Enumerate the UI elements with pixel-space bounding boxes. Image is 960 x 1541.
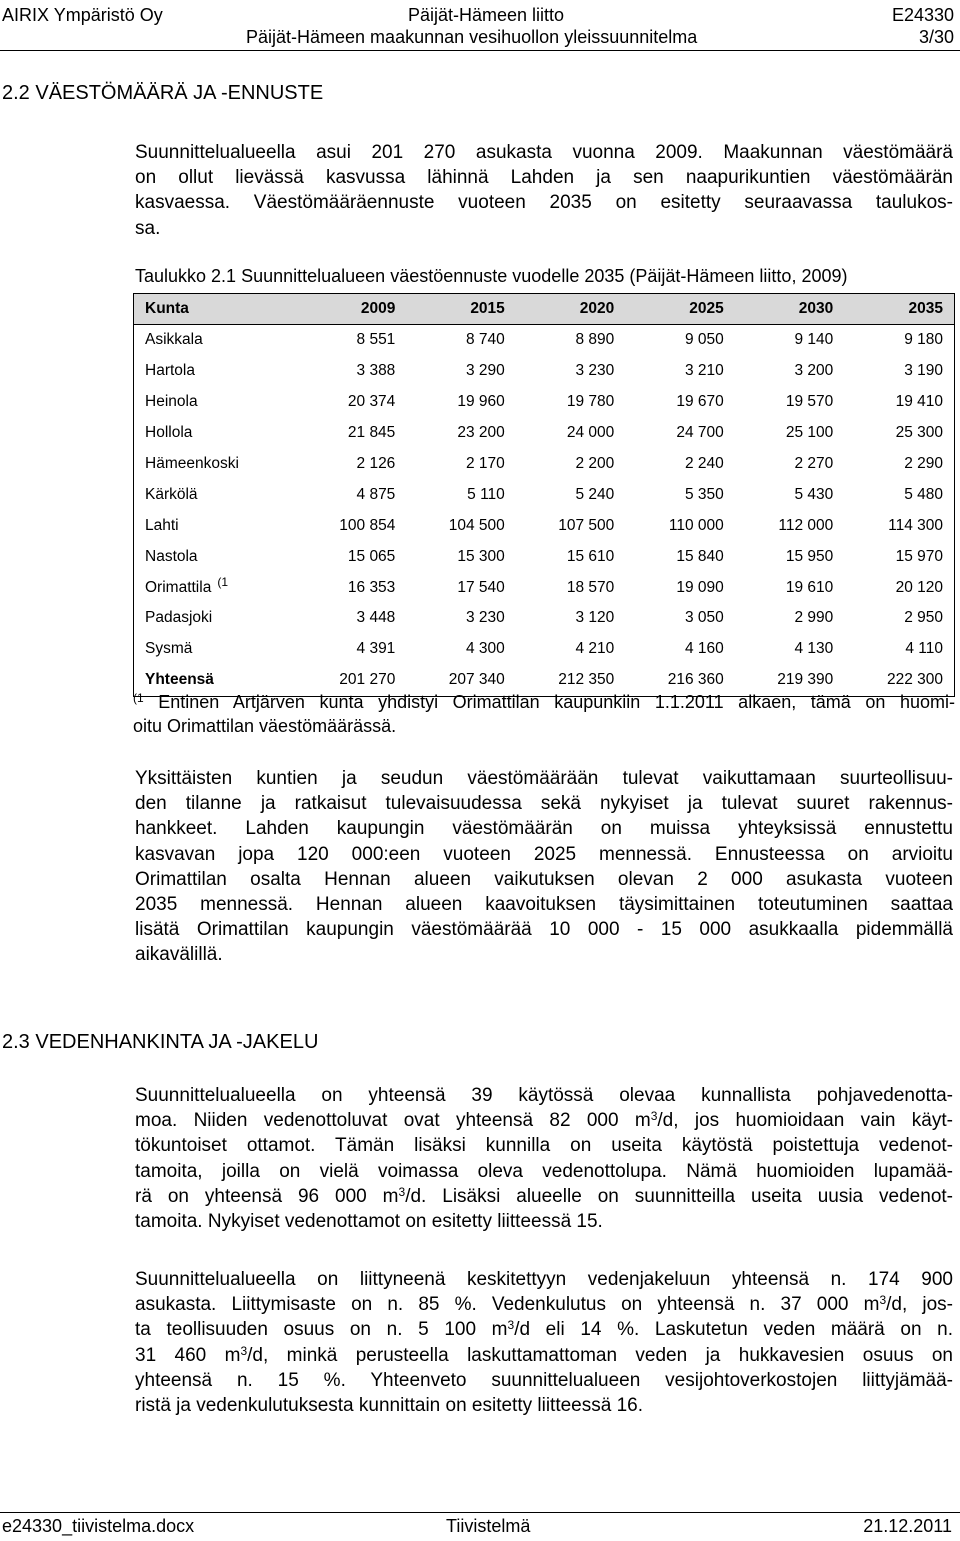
population-forecast-table bbox=[133, 293, 955, 697]
population-value-cell: 4 130 bbox=[794, 640, 834, 658]
paragraph-line: ta teollisuuden osuus on n. 5 100 $m^3/d$ eli 14 %. Laskutetun veden määrä on n. bbox=[135, 1318, 954, 1341]
paragraph-line: 2035 mennessä. Hennan alueen kaavoituksen täysimittainen toteutuminen saattaa bbox=[135, 894, 953, 916]
header-project-number: E24330 bbox=[891, 5, 954, 25]
header-page-number: 3/30 bbox=[918, 27, 954, 47]
municipality-cell: Padasjoki bbox=[145, 609, 213, 627]
table-row bbox=[134, 541, 955, 572]
footer-date: 21.12.2011 bbox=[863, 1516, 952, 1536]
population-value-cell: 2 200 bbox=[575, 455, 615, 472]
population-value-cell: 3 120 bbox=[575, 609, 615, 627]
population-value-cell: 3 050 bbox=[684, 609, 724, 627]
paragraph-line: tökuntoiset ottamot. Tämän lisäksi kunnilla on useita käytöstä poistettuja vedenot- bbox=[135, 1135, 953, 1157]
footnote-mark: (1 bbox=[133, 691, 144, 705]
population-value-cell: 24 700 bbox=[676, 424, 724, 442]
population-value-cell: 18 570 bbox=[566, 578, 615, 596]
paragraph-line: aikavälillä. bbox=[135, 944, 223, 966]
paragraph-population-drivers bbox=[135, 766, 953, 968]
population-value-cell: 104 500 bbox=[448, 516, 505, 534]
population-value-cell: 114 300 bbox=[888, 516, 943, 534]
paragraph-line: 31 460 $m^3/d$, minkä perusteella laskuttamattoman veden ja hukkavesien osuus on bbox=[135, 1343, 953, 1366]
header-client: Päijät-Hämeen liitto bbox=[408, 5, 565, 25]
population-value-cell: 110 000 bbox=[668, 516, 724, 534]
population-value-cell: 24 000 bbox=[566, 424, 615, 442]
footnote-reference: (1 bbox=[217, 574, 228, 589]
paragraph-line: tamoita. Nykyiset vedenottamot on esitetty liitteessä 15. bbox=[135, 1211, 603, 1233]
population-value-cell: 2 170 bbox=[466, 455, 505, 472]
municipality-cell: Hämeenkoski bbox=[145, 455, 239, 472]
footer-rule bbox=[0, 1512, 960, 1513]
column-header: 2009 bbox=[297, 294, 406, 325]
population-value-cell: 112 000 bbox=[778, 516, 834, 534]
population-value-cell: 4 391 bbox=[356, 640, 396, 658]
header-company: AIRIX Ympäristö Oy bbox=[2, 5, 163, 25]
population-value-cell: 20 374 bbox=[347, 393, 396, 411]
table-row bbox=[134, 387, 955, 418]
paragraph-line: kasvavan jopa 120 000:een vuoteen 2025 mennessä. Ennusteessa on arvioitu bbox=[135, 843, 953, 865]
population-value-cell: 9 050 bbox=[684, 331, 724, 349]
population-value-cell: 4 875 bbox=[356, 485, 396, 503]
paragraph-line: rä on yhteensä 96 000 $m^3/d$. Lisäksi alueelle on suunnitteilla useita uusia vedenot- bbox=[135, 1184, 953, 1207]
header-rule bbox=[0, 50, 960, 51]
intro-line: Suunnittelualueella asui 201 270 asukasta vuonna 2009. Maakunnan väestömäärä bbox=[135, 142, 953, 163]
population-value-cell: 15 300 bbox=[457, 547, 505, 565]
population-value-cell: 3 230 bbox=[575, 362, 615, 380]
population-value-cell: 19 780 bbox=[566, 393, 615, 411]
table-row bbox=[134, 449, 955, 480]
table-footnote bbox=[133, 690, 955, 738]
footer-document-type: Tiivistelmä bbox=[446, 1516, 531, 1536]
population-value-cell: 3 210 bbox=[684, 362, 724, 380]
population-value-cell: 25 300 bbox=[895, 424, 943, 442]
population-value-cell: 2 950 bbox=[904, 609, 943, 627]
table-row bbox=[134, 603, 955, 634]
population-value-cell: 3 230 bbox=[466, 609, 505, 627]
population-value-cell: 9 140 bbox=[794, 331, 834, 349]
population-value-cell: 19 670 bbox=[676, 393, 724, 411]
population-value-cell: 15 950 bbox=[785, 547, 834, 565]
population-value-cell: 2 240 bbox=[684, 455, 724, 472]
population-value-cell: 23 200 bbox=[457, 424, 505, 442]
section-heading-water-supply: 2.3 VEDENHANKINTA JA -JAKELU bbox=[2, 1031, 319, 1053]
population-value-cell: 3 190 bbox=[904, 362, 943, 380]
total-label-cell: Yhteensä bbox=[134, 665, 297, 696]
municipality-cell: Asikkala bbox=[145, 331, 203, 349]
total-value-cell: 222 300 bbox=[844, 665, 954, 696]
population-value-cell: 107 500 bbox=[558, 516, 615, 534]
population-value-cell: 25 100 bbox=[785, 424, 834, 442]
population-value-cell: 5 480 bbox=[904, 485, 943, 503]
population-value-cell: 2 270 bbox=[794, 455, 834, 472]
population-value-cell: 5 350 bbox=[684, 485, 724, 503]
population-value-cell: 17 540 bbox=[457, 578, 505, 596]
population-value-cell: 15 065 bbox=[347, 547, 396, 565]
population-value-cell: 5 110 bbox=[467, 485, 505, 503]
total-value-cell: 219 390 bbox=[735, 665, 844, 696]
municipality-cell: Orimattila $^{(1}$ bbox=[145, 574, 228, 596]
population-value-cell: 20 120 bbox=[895, 578, 943, 596]
population-value-cell: 8 551 bbox=[356, 331, 396, 349]
municipality-cell: Hollola bbox=[145, 424, 193, 442]
population-value-cell: 15 840 bbox=[676, 547, 724, 565]
population-value-cell: 8 890 bbox=[575, 331, 615, 349]
population-value-cell: 3 388 bbox=[356, 362, 396, 380]
paragraph-water-intakes bbox=[135, 1083, 953, 1234]
footnote-line: oitu Orimattilan väestömäärässä. bbox=[133, 716, 397, 736]
footnote-line: Entinen Artjärven kunta yhdistyi Orimattilan kaupunkiin 1.1.2011 alkaen, tämä on huomi- bbox=[158, 692, 955, 712]
total-value-cell: 201 270 bbox=[297, 665, 406, 696]
header-plan-title: Päijät-Hämeen maakunnan vesihuollon yleissuunnitelma bbox=[246, 27, 698, 47]
paragraph-line: asukasta. Liittymisaste on n. 85 %. Vedenkulutus on yhteensä n. 37 000 $m^3/d$, jos- bbox=[135, 1293, 953, 1316]
paragraph-line: yhteensä n. 15 %. Yhteenveto suunnittelualueen vesijohtoverkostojen liittyjämää- bbox=[135, 1369, 953, 1391]
municipality-cell: Sysmä bbox=[145, 640, 193, 658]
population-value-cell: 3 448 bbox=[356, 609, 396, 627]
population-value-cell: 3 200 bbox=[794, 362, 834, 380]
intro-paragraph bbox=[135, 140, 953, 241]
total-value-cell: 216 360 bbox=[625, 665, 734, 696]
table-row bbox=[134, 634, 955, 665]
paragraph-line: ristä ja vedenkulutuksesta kunnittain on esitetty liitteessä 16. bbox=[135, 1395, 644, 1417]
paragraph-line: moa. Niiden vedenottoluvat ovat yhteensä 82 000 $m^3/d$, jos huomioidaan vain käyt- bbox=[135, 1109, 953, 1132]
municipality-cell: Lahti bbox=[145, 516, 179, 534]
paragraph-line: den tilanne ja ratkaisut tulevaisuudessa sekä nykyiset ja tulevat suuret rakennus- bbox=[135, 793, 953, 815]
total-value-cell: 212 350 bbox=[516, 665, 625, 696]
section-heading-population: 2.2 VÄESTÖMÄÄRÄ JA -ENNUSTE bbox=[2, 82, 324, 104]
paragraph-line: hankkeet. Lahden kaupungin väestömäärän on muissa yhteyksissä ennustettu bbox=[135, 818, 953, 840]
table-row bbox=[134, 572, 955, 603]
paragraph-line: Suunnittelualueella on yhteensä 39 käytössä olevaa kunnallista pohjavedenotta- bbox=[135, 1085, 953, 1106]
table-header-row bbox=[134, 294, 955, 325]
footer-filename: e24330_tiivistelma.docx bbox=[2, 1516, 195, 1536]
table-row bbox=[134, 510, 955, 541]
table-row bbox=[134, 356, 955, 387]
population-value-cell: 2 990 bbox=[794, 609, 834, 627]
paragraph-line: lisätä Orimattilan kaupungin väestömäärää 10 000 - 15 000 asukkaalla pidemmällä bbox=[135, 919, 953, 941]
table-row bbox=[134, 418, 955, 449]
table-row bbox=[134, 325, 955, 356]
paragraph-line: tamoita, joilla on vielä voimassa oleva vedenottolupa. Nämä huomioiden lupamää- bbox=[135, 1160, 953, 1182]
population-value-cell: 8 740 bbox=[466, 331, 505, 349]
population-value-cell: 4 160 bbox=[684, 640, 724, 658]
population-value-cell: 19 960 bbox=[457, 393, 505, 411]
column-header: Kunta bbox=[134, 294, 297, 325]
population-value-cell: 5 240 bbox=[575, 485, 615, 503]
intro-line: sa. bbox=[135, 217, 161, 239]
paragraph-line: Suunnittelualueella on liittyneenä keskitettyyn vedenjakeluun yhteensä n. 174 900 bbox=[135, 1269, 953, 1290]
population-value-cell: 4 210 bbox=[575, 640, 615, 658]
total-value-cell: 207 340 bbox=[406, 665, 515, 696]
population-value-cell: 9 180 bbox=[904, 331, 943, 349]
column-header: 2015 bbox=[406, 294, 515, 325]
population-value-cell: 15 970 bbox=[895, 547, 943, 565]
table-body bbox=[134, 325, 955, 697]
population-value-cell: 2 290 bbox=[904, 455, 943, 472]
population-value-cell: 100 854 bbox=[339, 516, 396, 534]
paragraph-line: Yksittäisten kuntien ja seudun väestömäärään tulevat vaikuttamaan suurteollisuu- bbox=[135, 768, 953, 789]
population-value-cell: 21 845 bbox=[347, 424, 396, 442]
intro-line: kasvaessa. Väestömääräennuste vuoteen 2035 on esitetty seuraavassa taulukos- bbox=[135, 192, 953, 214]
paragraph-line: Orimattilan osalta Hennan alueen vaikutuksen olevan 2 000 asukasta vuoteen bbox=[135, 868, 953, 890]
municipality-cell: Kärkölä bbox=[145, 485, 198, 503]
population-value-cell: 19 610 bbox=[785, 578, 834, 596]
population-value-cell: 3 290 bbox=[466, 362, 505, 380]
intro-line: on ollut lievässä kasvussa lähinnä Lahden ja sen naapurikuntien väestömäärän bbox=[135, 167, 953, 189]
population-value-cell: 15 610 bbox=[566, 547, 615, 565]
population-value-cell: 19 570 bbox=[785, 393, 834, 411]
municipality-cell: Heinola bbox=[145, 393, 198, 411]
table-row bbox=[134, 479, 955, 510]
population-value-cell: 4 300 bbox=[466, 640, 505, 658]
population-value-cell: 19 090 bbox=[676, 578, 724, 596]
population-value-cell: 19 410 bbox=[895, 393, 943, 411]
population-value-cell: 16 353 bbox=[347, 578, 396, 596]
municipality-cell: Hartola bbox=[145, 362, 195, 380]
column-header: 2020 bbox=[516, 294, 625, 325]
population-value-cell: 5 430 bbox=[794, 485, 834, 503]
column-header: 2025 bbox=[625, 294, 734, 325]
table-caption: Taulukko 2.1 Suunnittelualueen väestöennuste vuodelle 2035 (Päijät-Hämeen liitto, 2009) bbox=[135, 266, 848, 286]
population-value-cell: 4 110 bbox=[905, 640, 943, 658]
column-header: 2030 bbox=[735, 294, 844, 325]
column-header: 2035 bbox=[844, 294, 954, 325]
population-value-cell: 2 126 bbox=[356, 455, 396, 472]
paragraph-water-distribution bbox=[135, 1267, 953, 1418]
municipality-cell: Nastola bbox=[145, 547, 198, 565]
